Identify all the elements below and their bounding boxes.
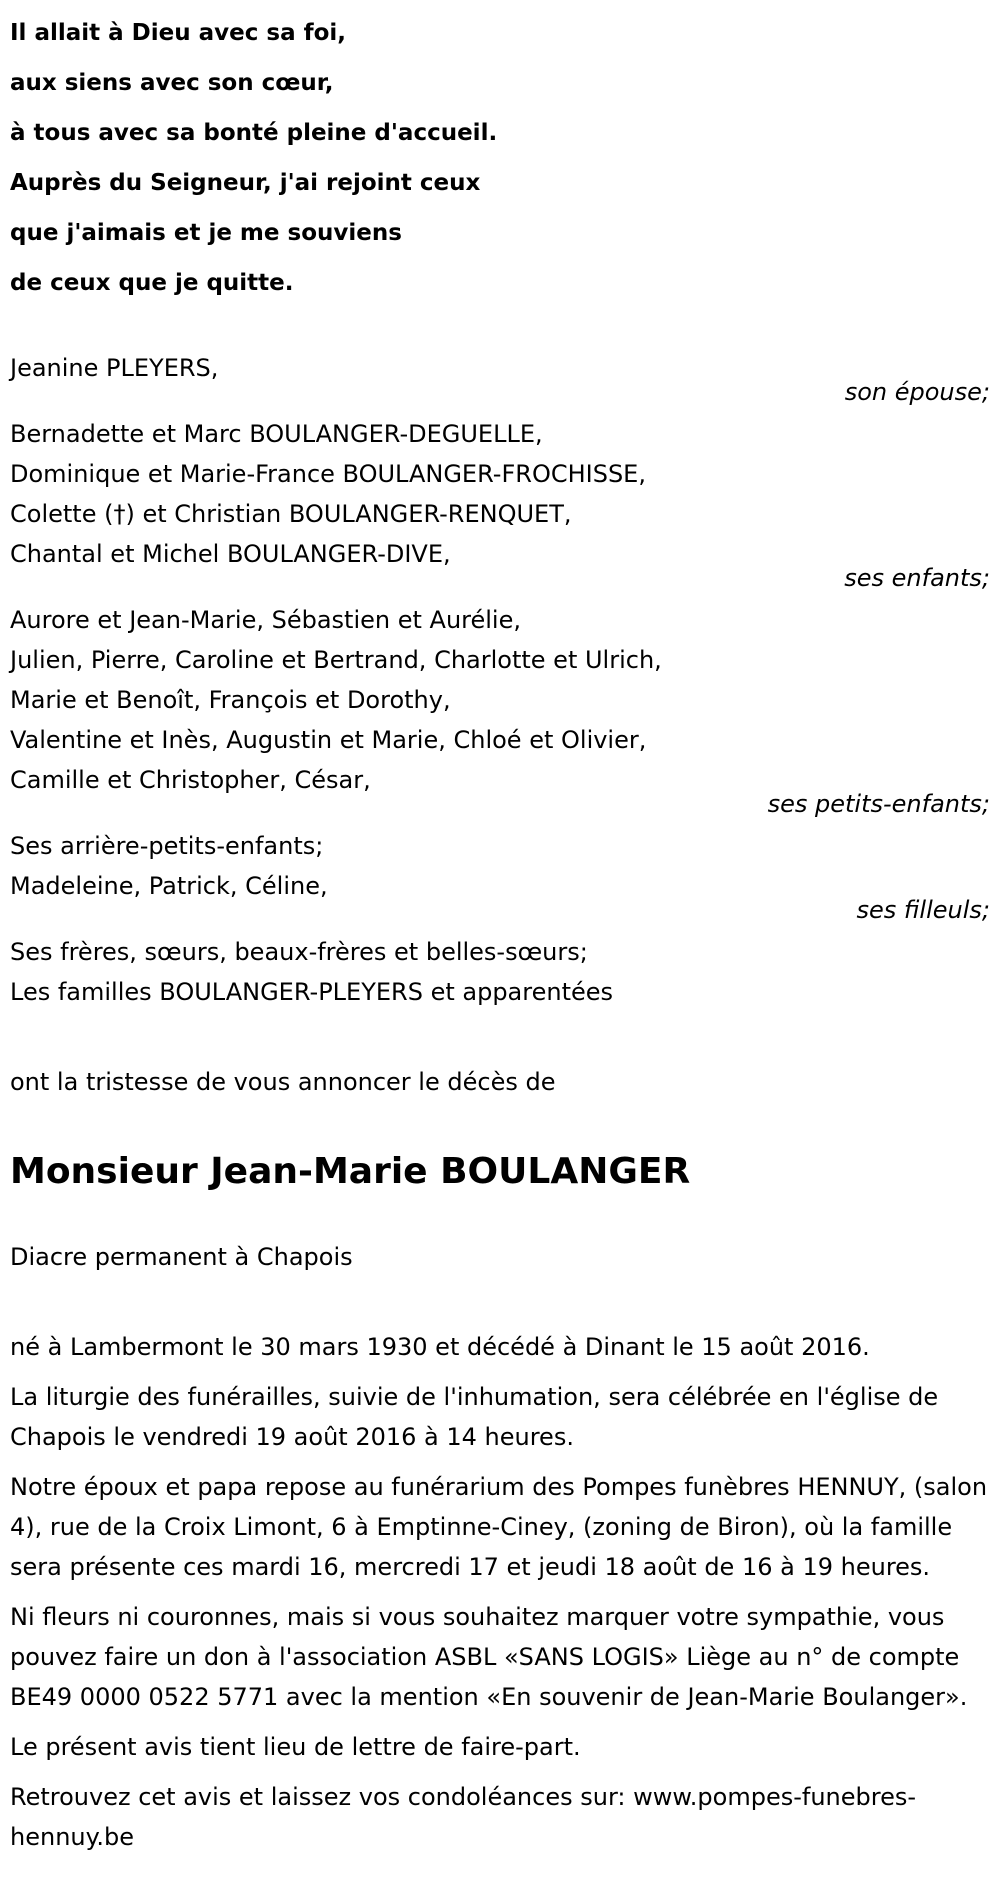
family-line: Ses arrière-petits-enfants;	[10, 832, 324, 860]
family-line: Julien, Pierre, Caroline et Bertrand, Charlotte et Ulrich,	[10, 646, 662, 674]
family-line: Valentine et Inès, Augustin et Marie, Chloé et Olivier,	[10, 726, 647, 754]
family-group-children	[10, 414, 990, 590]
family-line: Colette (†) et Christian BOULANGER-RENQUET,	[10, 500, 572, 528]
family-line: Aurore et Jean-Marie, Sébastien et Aurélie,	[10, 606, 521, 634]
relation-label: son épouse;	[844, 378, 990, 406]
poem-line: Il allait à Dieu avec sa foi,	[10, 20, 347, 46]
family-group-grandchildren	[10, 600, 990, 816]
family-line: Marie et Benoît, François et Dorothy,	[10, 686, 451, 714]
family-line: Dominique et Marie-France BOULANGER-FROCHISSE,	[10, 460, 646, 488]
obituary-notice	[10, 0, 990, 1867]
poem-line: à tous avec sa bonté pleine d'accueil.	[10, 120, 498, 146]
funeral-details	[10, 1327, 990, 1857]
deceased-title: Diacre permanent à Chapois	[10, 1243, 353, 1271]
donation-info: Ni fleurs ni couronnes, mais si vous souhaitez marquer votre sympathie, vous pouvez faire un don à l'association ASBL «SANS LOGIS» Liège au n° de compte BE49 0000 0522 5771 avec la mention «En souvenir de Jean-Marie Boulanger».	[10, 1603, 968, 1711]
family-line: Madeleine, Patrick, Céline,	[10, 872, 328, 900]
poem-line: que j'aimais et je me souviens	[10, 220, 402, 246]
relation-label: ses filleuls;	[856, 896, 990, 924]
poem-line: Auprès du Seigneur, j'ai rejoint ceux	[10, 170, 481, 196]
notice-statement: Le présent avis tient lieu de lettre de faire-part.	[10, 1733, 581, 1761]
condolences-link[interactable]: Retrouvez cet avis et laissez vos condoléances sur: www.pompes-funebres-hennuy.be	[10, 1783, 917, 1851]
family-list	[10, 348, 990, 1012]
poem-line: de ceux que je quitte.	[10, 270, 294, 296]
memorial-poem	[10, 0, 990, 308]
family-group-spouse	[10, 348, 990, 404]
family-line: Chantal et Michel BOULANGER-DIVE,	[10, 540, 451, 568]
family-line: Jeanine PLEYERS,	[10, 354, 219, 382]
visitation-info: Notre époux et papa repose au funérarium des Pompes funèbres HENNUY, (salon 4), rue de la Croix Limont, 6 à Emptinne-Ciney, (zoning de Biron), où la famille sera présente ces mardi 16, mercredi 17 et jeudi 18 août de 16 à 19 heures.	[10, 1473, 988, 1581]
family-line: Ses frères, sœurs, beaux-frères et belles-sœurs;	[10, 938, 588, 966]
family-group-godchildren	[10, 826, 990, 922]
relation-label: ses petits-enfants;	[767, 790, 990, 818]
funeral-service-info: La liturgie des funérailles, suivie de l'inhumation, sera célébrée en l'église de Chapois le vendredi 19 août 2016 à 14 heures.	[10, 1383, 939, 1451]
family-line: Camille et Christopher, César,	[10, 766, 371, 794]
poem-line: aux siens avec son cœur,	[10, 70, 334, 96]
family-line: Bernadette et Marc BOULANGER-DEGUELLE,	[10, 420, 543, 448]
announcement-text: ont la tristesse de vous annoncer le décès de	[10, 1068, 556, 1096]
family-group-siblings	[10, 932, 990, 1012]
family-line: Les familles BOULANGER-PLEYERS et apparentées	[10, 978, 614, 1006]
relation-label: ses enfants;	[844, 564, 990, 592]
birth-death-dates: né à Lambermont le 30 mars 1930 et décédé à Dinant le 15 août 2016.	[10, 1333, 870, 1361]
deceased-name: Monsieur Jean-Marie BOULANGER	[10, 1151, 691, 1192]
